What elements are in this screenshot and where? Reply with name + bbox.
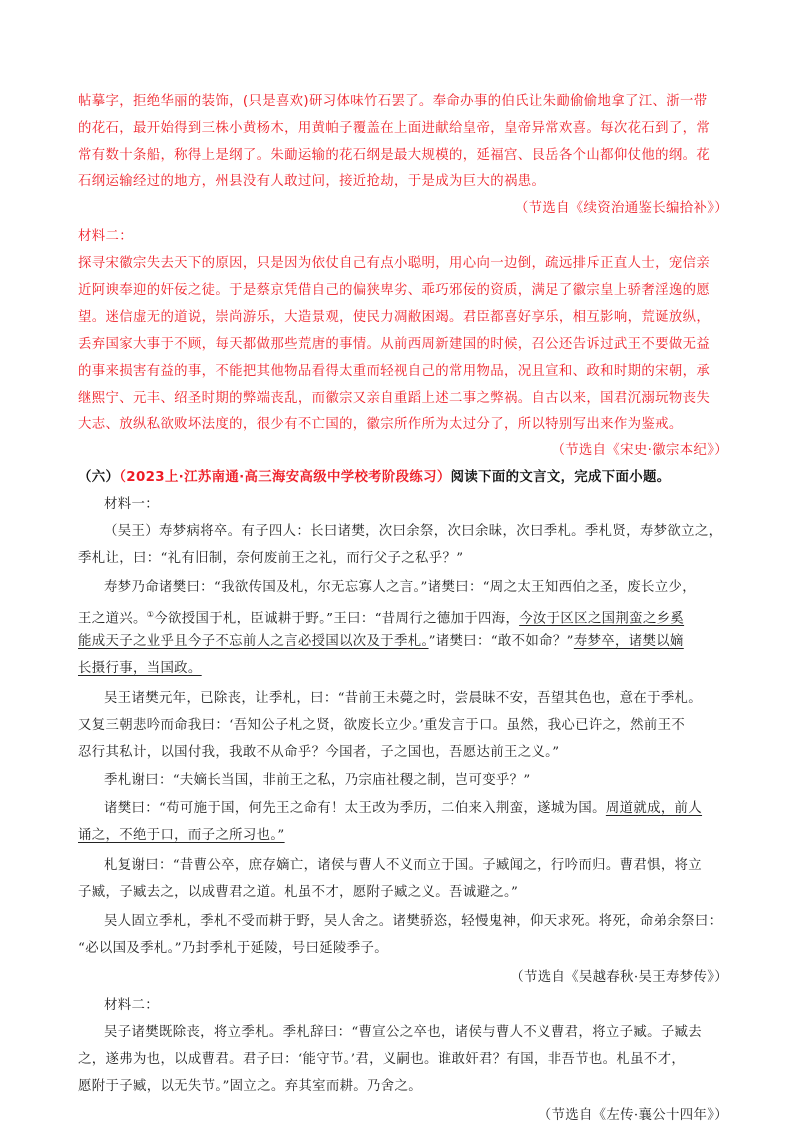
text-line [78, 632, 726, 651]
translation-line: 常有数十条船，称得上是纲了。朱勔运输的花石纲是最大规模的，延福宫、艮岳各个山都仰仗他的纲。花 [78, 148, 711, 163]
footnote-marker: ① [146, 610, 155, 619]
underlined-sentence: 寿梦卒，诸樊以嫡 [573, 634, 684, 649]
text-line: 之，遂弗为也，以成曹君。君子曰：‘能守节。’君，义嗣也。谁敢奸君？有国，非吾节也。札虽不才， [78, 1052, 686, 1067]
text-span: 今欲授国于札，臣诚耕于野。”王曰：“昔周行之德加于四海， [154, 611, 520, 627]
question-heading [78, 468, 726, 487]
underlined-sentence: 今汝于区区之国荆蛮之乡奚 [519, 611, 685, 627]
text-line: 吴人固立季札，季札不受而耕于野，吴人舍之。诸樊骄恣，轻慢鬼神，仰天求死。将死，命弟余祭曰： [104, 914, 723, 929]
text-line [78, 826, 726, 845]
translation-line: 大志、放纵私欲败坏法度的，很少有不亡国的，徽宗所作所为太过分了，所以特别写出来作为鉴戒。 [78, 417, 683, 432]
question-number: （六） [78, 470, 120, 485]
translation-line: 的事来损害有益的事，不能把其他物品看得太重而轻视自己的常用物品，况且宣和、政和时期的宋朝，承 [78, 364, 711, 379]
text-line: 吴王诸樊元年，已除丧，让季札，曰：“昔前王未薨之时，尝晨昧不安，吾望其色也，意在于季札。 [104, 691, 703, 706]
translation-line: 的花石，最开始得到三株小黄杨木，用黄帕子覆盖在上面进献给皇帝，皇帝异常欢喜。每次花石到了，常 [78, 121, 711, 136]
question-instruction: 阅读下面的文言文，完成下面小题。 [450, 470, 671, 485]
text-line: 吴子诸樊既除丧，将立季札。季札辞曰：“曹宣公之卒也，诸侯与曹人不义曹君，将立子臧。子臧去 [104, 1025, 703, 1040]
text-line: 又复三朝悲吟而命我曰：‘吾知公子札之贤，欲废长立少。’重发言于口。虽然，我心已许之，然前王不 [78, 718, 686, 733]
translation-line: 望。迷信虚无的道说，崇尚游乐，大造景观，使民力凋敝困竭。君臣都喜好享乐，相互影响，荒诞放纵， [78, 310, 711, 325]
material-label: 材料一： [104, 497, 159, 512]
underlined-sentence: 能成天子之业乎且今子不忘前人之言必授国以次及于季札。 [78, 634, 429, 649]
text-line: “必以国及季札。”乃封季札于延陵，号曰延陵季子。 [78, 941, 388, 956]
text-line: 季札谢曰：“夫嫡长当国，非前王之私，乃宗庙社稷之制，岂可变乎？” [104, 773, 531, 788]
source-citation: （节选自《左传·襄公十四年》） [537, 1108, 728, 1123]
source-citation: （节选自《宋史·徽宗本纪》） [551, 443, 728, 458]
source-citation: （节选自《吴越春秋·吴王寿梦传》） [510, 970, 728, 985]
text-line: 愿附于子臧，以无失节。”固立之。弃其室而耕。乃舍之。 [78, 1079, 423, 1094]
text-line: （吴王）寿梦病将卒。有子四人：长曰诸樊，次曰余祭，次曰余昧，次曰季札。季札贤，寿梦欲立之， [104, 524, 723, 539]
translation-line: 近阿谀奉迎的奸佞之徒。于是蔡京凭借自己的偏狭卑劣、乖巧邪佞的资质，满足了徽宗皇上骄奢淫逸的愿 [78, 283, 711, 298]
text-line: 季札让，曰：“礼有旧制，奈何废前王之礼，而行父子之私乎？” [78, 551, 464, 566]
text-line [104, 799, 726, 818]
material-label: 材料二： [78, 229, 133, 244]
text-line: 寿梦乃命诸樊曰：“我欲传国及札，尔无忘寡人之言。”诸樊曰：“周之太王知西伯之圣，废长立少， [104, 580, 696, 595]
translation-line: 石纲运输经过的地方，州县没有人敢过问，接近抢劫，于是成为巨大的祸患。 [78, 174, 546, 189]
translation-line: 探寻宋徽宗失去天下的原因，只是因为依仗自己有点小聪明，用心向一边倒，疏远排斥正直人士，宠信亲 [78, 256, 711, 271]
text-line [78, 659, 726, 678]
underlined-sentence: 诵之，不绝于口，而子之所习也。” [78, 828, 285, 843]
text-line: 忍行其私计，以国付我，我敢不从命乎？今国者，子之国也，吾愿达前王之义。” [78, 745, 560, 760]
text-line [78, 605, 726, 628]
translation-line: 帖摹字，拒绝华丽的装饰，(只是喜欢)研习体味竹石罢了。奉命办事的伯氏让朱勔偷偷地拿了江、浙一带 [78, 94, 708, 109]
text-line: 札复谢曰：“昔曹公卒，庶存嫡亡，诸侯与曹人不义而立于国。子臧闻之，行吟而归。曹君惧，将立 [104, 858, 703, 873]
translation-line: 继熙宁、元丰、绍圣时期的弊端丧乱，而徽宗又亲自重蹈上述二事之弊祸。自古以来，国君沉溺玩物丧失 [78, 391, 711, 406]
text-span: 王之道兴。 [78, 611, 147, 627]
text-span: 诸樊曰：“苟可施于国，何先王之命有！太王改为季历，二伯来入荆蛮，遂城为国。 [104, 801, 606, 816]
text-line: 子臧，子臧去之，以成曹君之道。札虽不才，愿附子臧之义。吾诚避之。” [78, 885, 519, 900]
source-citation: （节选自《续资治通鉴长编拾补》） [514, 201, 728, 216]
question-reference: （2023上·江苏南通·高三海安高级中学校考阶段练习） [119, 470, 451, 485]
text-span: ”诸樊曰：“敢不如命？” [428, 634, 574, 649]
translation-line: 丢弃国家大事于不顾，每天都做那些荒唐的事情。从前西周新建国的时候，召公还告诉过武王不要做无益 [78, 337, 711, 352]
underlined-sentence: 周道就成，前人 [605, 801, 703, 816]
underlined-sentence: 长摄行事，当国政。 [78, 661, 202, 676]
material-label: 材料二： [104, 998, 159, 1013]
